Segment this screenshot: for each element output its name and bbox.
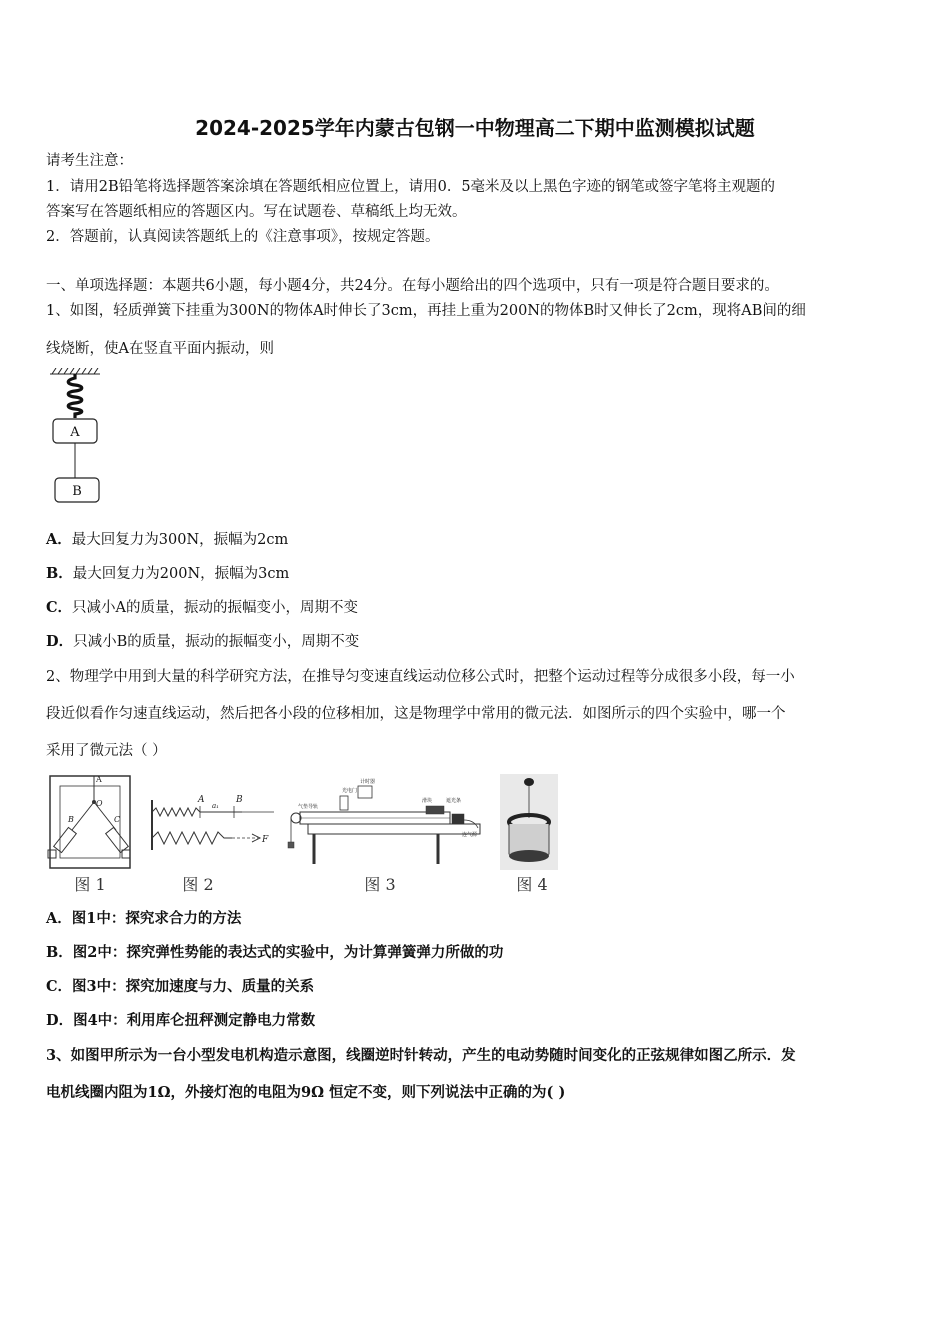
option-text: 最大回复力为200N，振幅为3cm	[72, 566, 290, 582]
fig1-label: O	[96, 799, 103, 808]
option-letter: C．	[46, 978, 73, 995]
notice-item: 1．请用2B铅笔将选择题答案涂填在答题纸相应位置上，请用0．5毫米及以上黑色字迹的钢笔或签字笔将主观题的	[46, 179, 776, 195]
fig3-label: 光电门	[342, 788, 358, 794]
q1-option-c	[46, 598, 358, 618]
q2-option-c	[46, 977, 314, 997]
notice-item: 2．答题前，认真阅读答题纸上的《注意事项》，按规定答题。	[46, 229, 440, 245]
fig1-label: A	[96, 775, 102, 784]
figure-caption: 图 1	[74, 875, 106, 894]
fig2-label: a₁	[212, 802, 219, 810]
figure-4	[500, 774, 558, 870]
q1-stem-line: 线烧断，使A在竖直平面内振动，则	[46, 341, 274, 357]
block-a-label: A	[70, 425, 80, 440]
q3-stem-line: 电机线圈内阻为1Ω，外接灯泡的电阻为9Ω 恒定不变，则下列说法中正确的为( )	[46, 1084, 566, 1101]
fig3-label: 气垫导轨	[298, 804, 319, 810]
spring	[68, 374, 82, 418]
option-text: 图4中：利用库仑扭秤测定静电力常数	[73, 1012, 316, 1029]
option-letter: B．	[46, 944, 73, 961]
q1-option-a	[46, 530, 288, 550]
fig2-label: B	[236, 795, 243, 805]
option-letter: A．	[46, 910, 72, 927]
figure-caption: 图 3	[364, 875, 396, 894]
fig2-label: F	[262, 835, 269, 845]
option-letter: A．	[46, 531, 72, 548]
option-text: 图3中：探究加速度与力、质量的关系	[72, 978, 315, 995]
option-text: 图1中：探究求合力的方法	[71, 910, 242, 927]
fig3-label: 滑块	[422, 798, 433, 804]
q1-spring-figure	[44, 368, 108, 508]
notice-item: 答案写在答题纸相应的答题区内。写在试题卷、草稿纸上均无效。	[46, 204, 467, 220]
option-text: 只减小B的质量，振动的振幅变小，周期不变	[73, 634, 360, 650]
q2-option-b	[46, 943, 503, 963]
fig2-label: A	[198, 795, 205, 805]
q2-stem-line: 2、物理学中用到大量的科学研究方法，在推导匀变速直线运动位移公式时，把整个运动过程等分成很多小段，每一小	[46, 669, 795, 685]
q2-figures	[46, 772, 562, 900]
fig1-label: C	[114, 815, 121, 824]
option-letter: D．	[46, 1012, 74, 1029]
q2-stem-line: 采用了微元法（ ）	[46, 743, 167, 759]
q3-stem-line: 3、如图甲所示为一台小型发电机构造示意图，线圈逆时针转动，产生的电动势随时间变化的正弦规律如图乙所示．发	[46, 1047, 796, 1064]
page-title: 2024-2025学年内蒙古包钢一中物理高二下期中监测模拟试题	[195, 116, 755, 140]
fig3-label: 遮光条	[446, 798, 462, 804]
q1-option-b	[46, 564, 289, 584]
option-letter: C．	[46, 599, 73, 616]
option-letter: B．	[46, 565, 73, 582]
q2-option-a	[46, 909, 241, 929]
option-text: 图2中：探究弹性势能的表达式的实验中，为计算弹簧弹力所做的功	[72, 944, 504, 961]
section-heading: 一、单项选择题：本题共6小题，每小题4分，共24分。在每小题给出的四个选项中，只有一项是符合题目要求的。	[46, 278, 779, 294]
option-text: 最大回复力为300N，振幅为2cm	[71, 532, 289, 548]
fig3-label: 计时器	[360, 779, 376, 785]
option-letter: D．	[46, 633, 74, 650]
block-b-label: B	[72, 484, 82, 499]
q2-option-d	[46, 1011, 315, 1031]
option-text: 只减小A的质量，振动的振幅变小，周期不变	[72, 600, 359, 616]
figure-caption: 图 4	[516, 875, 548, 894]
q1-stem-line: 1、如图，轻质弹簧下挂重为300N的物体A时伸长了3cm，再挂上重为200N的物体B时又伸长了2cm，现将AB间的细	[46, 303, 806, 319]
fig3-label: 连气源	[462, 832, 478, 838]
q1-option-d	[46, 632, 359, 652]
fig1-label: B	[68, 815, 74, 824]
ceiling-hatch	[50, 368, 100, 374]
notice-heading: 请考生注意：	[46, 153, 133, 169]
q2-stem-line: 段近似看作匀速直线运动，然后把各小段的位移相加，这是物理学中常用的微元法．如图所示的四个实验中，哪一个	[46, 706, 786, 722]
figure-caption: 图 2	[182, 875, 214, 894]
